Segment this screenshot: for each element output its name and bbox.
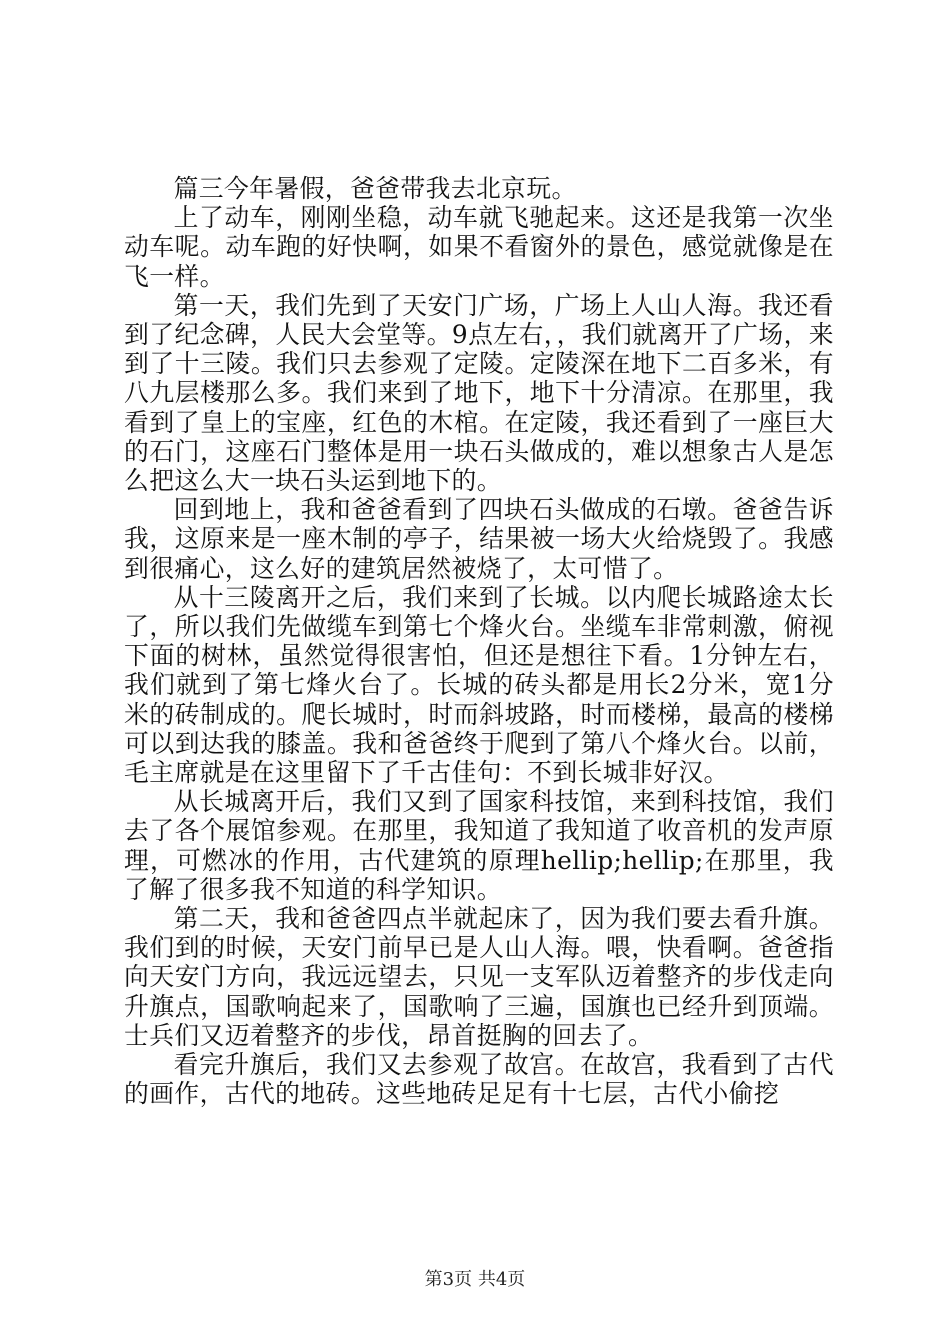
body-text [124, 174, 834, 1109]
page-number: 第3页 共4页 [424, 1269, 526, 1290]
paragraph-stone-piers: 回到地上，我和爸爸看到了四块石头做成的石墩。爸爸告诉我，这原来是一座木制的亭子，结果被一场大火给烧毁了。我感到很痛心，这么好的建筑居然被烧了，太可惜了。 [124, 495, 834, 583]
paragraph-great-wall: 从十三陵离开之后，我们来到了长城。以内爬长城路途太长了，所以我们先做缆车到第七个烽火台。坐缆车非常刺激，俯视下面的树林，虽然觉得很害怕，但还是想往下看。1分钟左右，我们就到了第七烽火台了。长城的砖头都是用长2分米，宽1分米的砖制成的。爬长城时，时而斜坡路，时而楼梯，最高的楼梯可以到达我的膝盖。我和爸爸终于爬到了第八个烽火台。以前，毛主席就是在这里留下了千古佳句：不到长城非好汉。 [124, 582, 834, 788]
paragraph-science-museum: 从长城离开后，我们又到了国家科技馆，来到科技馆，我们去了各个展馆参观。在那里，我知道了我知道了收音机的发声原理，可燃冰的作用，古代建筑的原理hellip;hellip;在那里，我了解了很多我不知道的科学知识。 [124, 787, 834, 904]
paragraph-flag-raising: 第二天，我和爸爸四点半就起床了，因为我们要去看升旗。我们到的时候，天安门前早已是人山人海。喂，快看啊。爸爸指向天安门方向，我远远望去，只见一支军队迈着整齐的步伐走向升旗点，国歌响起来了，国歌响了三遍，国旗也已经升到顶端。士兵们又迈着整齐的步伐，昂首挺胸的回去了。 [124, 904, 834, 1050]
paragraph-forbidden-city: 看完升旗后，我们又去参观了故宫。在故宫，我看到了古代的画作，古代的地砖。这些地砖足足有十七层，古代小偷挖 [124, 1050, 834, 1109]
paragraph-day-one: 第一天，我们先到了天安门广场，广场上人山人海。我还看到了纪念碑，人民大会堂等。9点左右，，我们就离开了广场，来到了十三陵。我们只去参观了定陵。定陵深在地下二百多米，有八九层楼那么多。我们来到了地下，地下十分清凉。在那里，我看到了皇上的宝座，红色的木棺。在定陵，我还看到了一座巨大的石门，这座石门整体是用一块石头做成的，难以想象古人是怎么把这么大一块石头运到地下的。 [124, 290, 834, 496]
paragraph-intro: 篇三今年暑假，爸爸带我去北京玩。 [173, 174, 577, 203]
page-footer [0, 1269, 950, 1291]
paragraph-train: 上了动车，刚刚坐稳，动车就飞驰起来。这还是我第一次坐动车呢。动车跑的好快啊，如果不看窗外的景色，感觉就像是在飞一样。 [124, 203, 834, 291]
